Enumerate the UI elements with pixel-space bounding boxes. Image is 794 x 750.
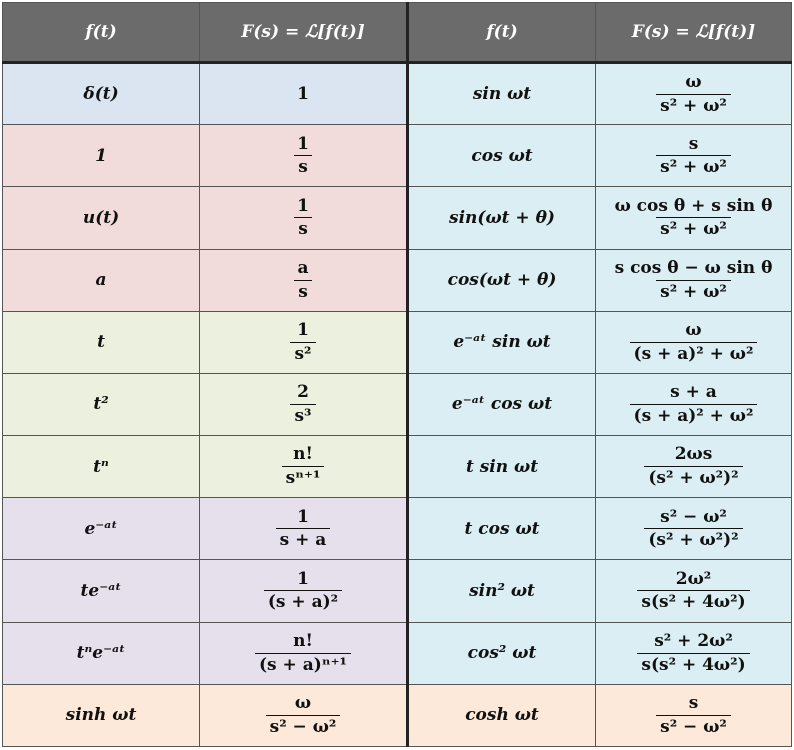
table-row xyxy=(3,684,792,746)
header-ft-left: f(t) xyxy=(3,3,200,63)
denominator: s² + ω² xyxy=(656,94,731,116)
numerator: a xyxy=(297,257,309,278)
numerator: s cos θ − ω sin θ xyxy=(614,257,773,278)
denominator: s² xyxy=(290,342,315,364)
numerator: n! xyxy=(293,630,313,651)
laplace-transform-left-fraction xyxy=(266,694,341,736)
time-function-right xyxy=(408,373,596,435)
time-function-left-text: δ(t) xyxy=(83,84,119,105)
table-row xyxy=(3,249,792,311)
header-Fs-left: F(s) = ℒ[f(t)] xyxy=(200,3,408,63)
laplace-transform-right-fraction xyxy=(630,321,758,363)
numerator: ω xyxy=(685,71,702,92)
time-function-left xyxy=(3,311,200,373)
laplace-transform-right xyxy=(596,249,792,311)
time-function-left-text: 1 xyxy=(95,145,107,166)
laplace-transform-left-fraction xyxy=(290,321,315,363)
laplace-transform-left-fraction xyxy=(293,135,313,177)
time-function-left-text: a xyxy=(95,270,107,291)
numerator: 1 xyxy=(297,568,309,589)
time-function-left-text: tⁿe⁻ᵃᵗ xyxy=(76,643,126,664)
laplace-transform-right xyxy=(596,498,792,560)
time-function-right-text: e⁻ᵃᵗ cos ωt xyxy=(451,394,553,415)
denominator: s xyxy=(294,217,312,239)
time-function-left xyxy=(3,560,200,622)
time-function-left-text: u(t) xyxy=(82,207,120,228)
time-function-right-text: cos² ωt xyxy=(467,643,537,664)
time-function-right xyxy=(408,63,596,125)
table-row xyxy=(3,498,792,560)
time-function-right-text: e⁻ᵃᵗ sin ωt xyxy=(453,332,551,353)
laplace-transform-left xyxy=(200,187,408,249)
time-function-right-text: sin ωt xyxy=(472,84,532,105)
laplace-transform-left-fraction xyxy=(276,508,331,550)
time-function-right xyxy=(408,498,596,560)
time-function-right-text: t sin ωt xyxy=(465,456,539,477)
laplace-transform-right xyxy=(596,63,792,125)
time-function-left xyxy=(3,622,200,684)
laplace-transform-left xyxy=(200,125,408,187)
time-function-left-text: tⁿ xyxy=(93,456,109,477)
numerator: 2ωs xyxy=(674,444,713,465)
laplace-transform-left xyxy=(200,373,408,435)
laplace-transform-left-fraction xyxy=(255,632,351,674)
laplace-transform-right xyxy=(596,560,792,622)
numerator: ω xyxy=(294,693,312,714)
table-row xyxy=(3,125,792,187)
denominator: (s + a)² + ω² xyxy=(630,342,758,364)
time-function-right xyxy=(408,684,596,746)
laplace-transform-right xyxy=(596,187,792,249)
time-function-right-text: cos ωt xyxy=(471,145,533,166)
numerator: n! xyxy=(293,444,313,465)
laplace-transform-left-fraction xyxy=(293,197,313,239)
laplace-transform-right-fraction xyxy=(656,73,731,115)
laplace-transform-left-fraction xyxy=(282,445,325,487)
table-row xyxy=(3,187,792,249)
numerator: 1 xyxy=(297,320,309,341)
laplace-transform-right-fraction xyxy=(611,197,777,239)
numerator: ω cos θ + s sin θ xyxy=(614,195,773,216)
laplace-transform-left-fraction xyxy=(290,383,315,425)
laplace-transform-left xyxy=(200,560,408,622)
time-function-left-text: sinh ωt xyxy=(65,705,137,726)
laplace-transform-table xyxy=(2,2,792,747)
denominator: s(s² + 4ω²) xyxy=(637,653,749,675)
numerator: s² − ω² xyxy=(660,506,727,527)
denominator: s² + ω² xyxy=(656,155,731,177)
time-function-right-text: sin(ωt + θ) xyxy=(449,207,555,228)
denominator: s xyxy=(294,155,312,177)
laplace-transform-right-fraction xyxy=(656,694,731,736)
numerator: s xyxy=(688,693,699,714)
laplace-transform-left xyxy=(200,249,408,311)
time-function-left xyxy=(3,187,200,249)
laplace-transform-right-fraction xyxy=(611,259,777,301)
laplace-transform-left xyxy=(200,684,408,746)
time-function-right-text: t cos ωt xyxy=(464,518,540,539)
time-function-right xyxy=(408,249,596,311)
numerator: 1 xyxy=(297,133,309,154)
header-Fs-right: F(s) = ℒ[f(t)] xyxy=(596,3,792,63)
time-function-right-text: cos(ωt + θ) xyxy=(447,270,557,291)
laplace-transform-left xyxy=(200,436,408,498)
laplace-transform-right xyxy=(596,436,792,498)
numerator: s² + 2ω² xyxy=(654,630,733,651)
table-row xyxy=(3,560,792,622)
table-row xyxy=(3,622,792,684)
numerator: 2 xyxy=(297,382,309,403)
denominator: (s + a)² + ω² xyxy=(630,404,758,426)
denominator: s² + ω² xyxy=(656,280,731,302)
time-function-left xyxy=(3,63,200,125)
time-function-left-text: t xyxy=(97,332,105,353)
header-ft-right: f(t) xyxy=(408,3,596,63)
time-function-left xyxy=(3,436,200,498)
denominator: s xyxy=(294,280,312,302)
table-row xyxy=(3,436,792,498)
table-body xyxy=(3,63,792,747)
denominator: s² + ω² xyxy=(656,217,731,239)
denominator: sⁿ⁺¹ xyxy=(282,466,325,488)
laplace-transform-right xyxy=(596,373,792,435)
laplace-transform-right xyxy=(596,311,792,373)
time-function-left xyxy=(3,373,200,435)
time-function-left-text: e⁻ᵃᵗ xyxy=(84,518,118,539)
time-function-right-text: sin² ωt xyxy=(469,580,535,601)
laplace-transform-right xyxy=(596,125,792,187)
numerator: ω xyxy=(685,320,702,341)
denominator: s³ xyxy=(290,404,315,426)
laplace-transform-right-fraction xyxy=(644,508,742,550)
laplace-transform-left xyxy=(200,622,408,684)
time-function-left xyxy=(3,498,200,560)
denominator: (s + a)² xyxy=(264,590,342,612)
table-row xyxy=(3,373,792,435)
numerator: 1 xyxy=(297,506,309,527)
numerator: s + a xyxy=(670,382,717,403)
table-row xyxy=(3,63,792,125)
numerator: 2ω² xyxy=(675,568,712,589)
laplace-transform-left-fraction xyxy=(264,570,342,612)
denominator: s² − ω² xyxy=(656,715,731,737)
denominator: (s² + ω²)² xyxy=(644,466,742,488)
denominator: s(s² + 4ω²) xyxy=(637,590,749,612)
time-function-left xyxy=(3,684,200,746)
time-function-right xyxy=(408,622,596,684)
laplace-transform-left-fraction xyxy=(293,259,312,301)
laplace-transform-right xyxy=(596,684,792,746)
laplace-transform-right-fraction xyxy=(637,632,749,674)
laplace-transform-left xyxy=(200,63,408,125)
laplace-transform-left xyxy=(200,498,408,560)
time-function-left-text: te⁻ᵃᵗ xyxy=(80,580,122,601)
laplace-transform-right-fraction xyxy=(644,445,742,487)
time-function-right-text: cosh ωt xyxy=(465,705,539,726)
laplace-transform-right xyxy=(596,622,792,684)
numerator: s xyxy=(688,133,699,154)
laplace-transform-right-fraction xyxy=(656,135,731,177)
table-row xyxy=(3,311,792,373)
time-function-right xyxy=(408,560,596,622)
laplace-transform-left xyxy=(200,311,408,373)
laplace-transform-right-fraction xyxy=(637,570,749,612)
denominator: s + a xyxy=(276,528,331,550)
denominator: s² − ω² xyxy=(266,715,341,737)
table-header-row xyxy=(3,3,792,63)
time-function-right xyxy=(408,436,596,498)
denominator: (s² + ω²)² xyxy=(644,528,742,550)
time-function-right xyxy=(408,125,596,187)
time-function-left xyxy=(3,125,200,187)
laplace-transform-left-value: 1 xyxy=(297,84,309,105)
numerator: 1 xyxy=(297,195,309,216)
time-function-right xyxy=(408,311,596,373)
time-function-right xyxy=(408,187,596,249)
time-function-left xyxy=(3,249,200,311)
laplace-transform-right-fraction xyxy=(630,383,758,425)
denominator: (s + a)ⁿ⁺¹ xyxy=(255,653,351,675)
time-function-left-text: t² xyxy=(93,394,109,415)
